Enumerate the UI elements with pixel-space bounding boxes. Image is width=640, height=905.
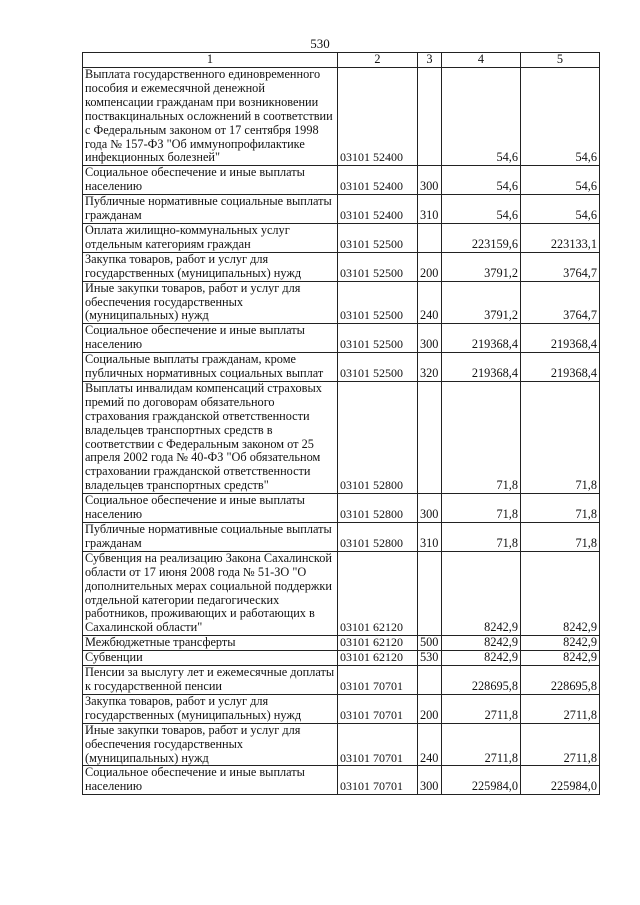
row-name: Пенсии за выслугу лет и ежемесячные доплаты к государственной пенсии bbox=[83, 666, 338, 695]
column-header-1: 1 bbox=[83, 53, 338, 68]
row-value-col4: 3791,2 bbox=[442, 252, 521, 281]
row-name: Социальное обеспечение и иные выплаты населению bbox=[83, 324, 338, 353]
row-name: Оплата жилищно-коммунальных услуг отдельным категориям граждан bbox=[83, 223, 338, 252]
table-row bbox=[83, 166, 600, 195]
row-value-col5: 71,8 bbox=[521, 381, 600, 493]
row-name: Субвенция на реализацию Закона Сахалинской области от 17 июня 2008 года № 51-ЗО "О дополнительных мерах социальной поддержки отдельной категории педагогических работников, проживающих и работающих в Сахалинской области" bbox=[83, 551, 338, 635]
row-value-col4: 225984,0 bbox=[442, 766, 521, 795]
row-expense-type: 240 bbox=[418, 281, 442, 324]
row-code: 03101 70701 bbox=[338, 766, 418, 795]
row-code: 03101 52800 bbox=[338, 523, 418, 552]
page-number: 530 bbox=[310, 36, 330, 51]
row-name: Выплаты инвалидам компенсаций страховых премий по договорам обязательного страхования гражданской ответственности владельцев транспортных средств в соответствии с Федеральным законом от 25 апреля 2002 года № 40-ФЗ "Об обязательном страховании гражданской ответственности владельцев транспортных средств" bbox=[83, 381, 338, 493]
table-row bbox=[83, 694, 600, 723]
table-row bbox=[83, 523, 600, 552]
row-value-col4: 71,8 bbox=[442, 523, 521, 552]
row-value-col4: 223159,6 bbox=[442, 223, 521, 252]
row-expense-type: 300 bbox=[418, 324, 442, 353]
row-name: Публичные нормативные социальные выплаты гражданам bbox=[83, 195, 338, 224]
row-value-col5: 3764,7 bbox=[521, 281, 600, 324]
table-row bbox=[83, 223, 600, 252]
table-row bbox=[83, 666, 600, 695]
row-value-col5: 8242,9 bbox=[521, 636, 600, 651]
row-code: 03101 52400 bbox=[338, 166, 418, 195]
budget-table bbox=[82, 52, 600, 795]
row-value-col4: 2711,8 bbox=[442, 723, 521, 766]
row-value-col5: 219368,4 bbox=[521, 353, 600, 382]
table-row bbox=[83, 494, 600, 523]
row-value-col5: 3764,7 bbox=[521, 252, 600, 281]
row-expense-type bbox=[418, 551, 442, 635]
row-value-col4: 3791,2 bbox=[442, 281, 521, 324]
row-expense-type: 240 bbox=[418, 723, 442, 766]
row-code: 03101 52500 bbox=[338, 281, 418, 324]
row-expense-type: 200 bbox=[418, 694, 442, 723]
row-value-col4: 54,6 bbox=[442, 195, 521, 224]
row-code: 03101 70701 bbox=[338, 666, 418, 695]
row-code: 03101 52500 bbox=[338, 223, 418, 252]
row-value-col5: 54,6 bbox=[521, 166, 600, 195]
row-name: Социальное обеспечение и иные выплаты населению bbox=[83, 494, 338, 523]
row-expense-type: 320 bbox=[418, 353, 442, 382]
row-name: Межбюджетные трансферты bbox=[83, 636, 338, 651]
row-value-col4: 54,6 bbox=[442, 68, 521, 166]
row-code: 03101 70701 bbox=[338, 723, 418, 766]
row-name: Закупка товаров, работ и услуг для государственных (муниципальных) нужд bbox=[83, 252, 338, 281]
table-row bbox=[83, 651, 600, 666]
table-row bbox=[83, 636, 600, 651]
row-expense-type bbox=[418, 381, 442, 493]
row-expense-type: 300 bbox=[418, 166, 442, 195]
row-expense-type: 300 bbox=[418, 766, 442, 795]
row-name: Публичные нормативные социальные выплаты гражданам bbox=[83, 523, 338, 552]
column-header-4: 4 bbox=[442, 53, 521, 68]
row-value-col4: 71,8 bbox=[442, 381, 521, 493]
table-row bbox=[83, 353, 600, 382]
row-code: 03101 70701 bbox=[338, 694, 418, 723]
row-value-col4: 219368,4 bbox=[442, 324, 521, 353]
table-row bbox=[83, 381, 600, 493]
row-code: 03101 62120 bbox=[338, 551, 418, 635]
table-row bbox=[83, 195, 600, 224]
row-value-col4: 8242,9 bbox=[442, 651, 521, 666]
row-code: 03101 52500 bbox=[338, 252, 418, 281]
row-value-col5: 8242,9 bbox=[521, 551, 600, 635]
table-row bbox=[83, 723, 600, 766]
row-code: 03101 52800 bbox=[338, 494, 418, 523]
row-name: Социальное обеспечение и иные выплаты населению bbox=[83, 166, 338, 195]
row-code: 03101 52400 bbox=[338, 68, 418, 166]
table-row bbox=[83, 766, 600, 795]
row-value-col4: 71,8 bbox=[442, 494, 521, 523]
row-value-col4: 2711,8 bbox=[442, 694, 521, 723]
row-code: 03101 52800 bbox=[338, 381, 418, 493]
row-value-col5: 228695,8 bbox=[521, 666, 600, 695]
table-row bbox=[83, 551, 600, 635]
row-value-col5: 8242,9 bbox=[521, 651, 600, 666]
row-name: Закупка товаров, работ и услуг для государственных (муниципальных) нужд bbox=[83, 694, 338, 723]
row-value-col4: 8242,9 bbox=[442, 551, 521, 635]
row-value-col4: 54,6 bbox=[442, 166, 521, 195]
column-header-5: 5 bbox=[521, 53, 600, 68]
row-code: 03101 52500 bbox=[338, 353, 418, 382]
row-value-col5: 2711,8 bbox=[521, 723, 600, 766]
column-header-3: 3 bbox=[418, 53, 442, 68]
row-code: 03101 52400 bbox=[338, 195, 418, 224]
row-expense-type: 310 bbox=[418, 523, 442, 552]
row-name: Выплата государственного единовременного пособия и ежемесячной денежной компенсации гражданам при возникновении поствакцинальных осложнений в соответствии с Федеральным законом от 17 сентября 1998 года № 157-ФЗ "Об иммунопрофилактике инфекционных болезней" bbox=[83, 68, 338, 166]
row-name: Иные закупки товаров, работ и услуг для обеспечения государственных (муниципальных) нужд bbox=[83, 723, 338, 766]
table-row bbox=[83, 252, 600, 281]
row-value-col5: 2711,8 bbox=[521, 694, 600, 723]
row-expense-type: 200 bbox=[418, 252, 442, 281]
row-value-col4: 8242,9 bbox=[442, 636, 521, 651]
row-name: Иные закупки товаров, работ и услуг для обеспечения государственных (муниципальных) нужд bbox=[83, 281, 338, 324]
row-expense-type: 300 bbox=[418, 494, 442, 523]
row-expense-type: 530 bbox=[418, 651, 442, 666]
table-row bbox=[83, 68, 600, 166]
row-value-col5: 225984,0 bbox=[521, 766, 600, 795]
row-value-col5: 71,8 bbox=[521, 523, 600, 552]
row-value-col5: 223133,1 bbox=[521, 223, 600, 252]
row-code: 03101 62120 bbox=[338, 651, 418, 666]
table-row bbox=[83, 324, 600, 353]
row-value-col4: 228695,8 bbox=[442, 666, 521, 695]
row-value-col5: 219368,4 bbox=[521, 324, 600, 353]
row-value-col5: 54,6 bbox=[521, 68, 600, 166]
row-expense-type: 500 bbox=[418, 636, 442, 651]
row-name: Субвенции bbox=[83, 651, 338, 666]
row-name: Социальные выплаты гражданам, кроме публичных нормативных социальных выплат bbox=[83, 353, 338, 382]
row-value-col5: 71,8 bbox=[521, 494, 600, 523]
row-value-col5: 54,6 bbox=[521, 195, 600, 224]
row-expense-type: 310 bbox=[418, 195, 442, 224]
column-header-2: 2 bbox=[338, 53, 418, 68]
row-code: 03101 52500 bbox=[338, 324, 418, 353]
row-expense-type bbox=[418, 68, 442, 166]
row-code: 03101 62120 bbox=[338, 636, 418, 651]
row-name: Социальное обеспечение и иные выплаты населению bbox=[83, 766, 338, 795]
row-expense-type bbox=[418, 223, 442, 252]
table-body bbox=[83, 68, 600, 795]
header-row bbox=[83, 53, 600, 68]
row-expense-type bbox=[418, 666, 442, 695]
table-row bbox=[83, 281, 600, 324]
row-value-col4: 219368,4 bbox=[442, 353, 521, 382]
